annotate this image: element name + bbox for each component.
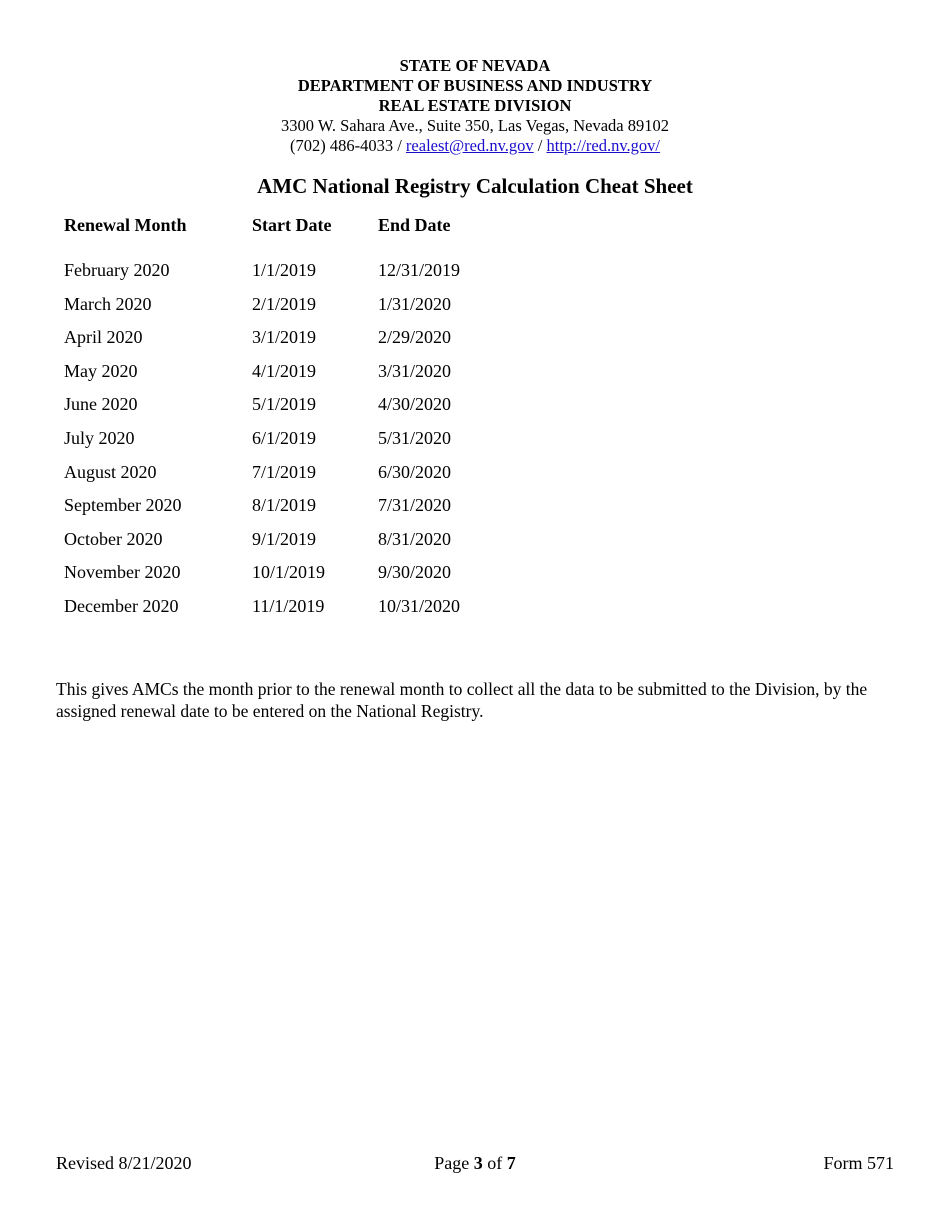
page-total: 7 xyxy=(506,1153,516,1173)
page-current: 3 xyxy=(473,1153,483,1173)
revision-date: Revised 8/21/2020 xyxy=(56,1153,192,1173)
column-header-renewal-month: Renewal Month xyxy=(64,215,187,235)
renewal-month-cell: October 2020 xyxy=(64,528,163,549)
renewal-month-cell: April 2020 xyxy=(64,327,143,348)
page-title: AMC National Registry Calculation Cheat Sheet xyxy=(257,174,693,198)
phone-number: (702) 486-4033 xyxy=(289,136,394,155)
page-of-word: of xyxy=(487,1153,503,1173)
renewal-month-cell: May 2020 xyxy=(64,360,138,381)
letterhead xyxy=(0,56,950,156)
renewal-month-cell: June 2020 xyxy=(64,394,138,415)
email-link[interactable]: realest@red.nv.gov xyxy=(405,136,534,155)
contact-separator: / xyxy=(393,136,406,155)
start-date-cell: 11/1/2019 xyxy=(252,595,325,616)
explanatory-note: This gives AMCs the month prior to the renewal month to collect all the data to be submitted to the Division, by the assigned renewal date to be entered on the National Registry. xyxy=(56,679,868,721)
contact-separator: / xyxy=(533,136,547,155)
renewal-month-cell: February 2020 xyxy=(64,260,170,280)
start-date-cell: 10/1/2019 xyxy=(252,562,326,583)
page-word: Page xyxy=(434,1153,470,1173)
start-date-cell: 5/1/2019 xyxy=(252,394,317,415)
end-date-cell: 1/31/2020 xyxy=(378,293,452,314)
start-date-cell: 2/1/2019 xyxy=(252,293,317,314)
end-date-cell: 7/31/2020 xyxy=(378,495,452,516)
start-date-cell: 9/1/2019 xyxy=(252,528,317,549)
start-date-cell: 4/1/2019 xyxy=(252,360,317,381)
state-name: STATE OF NEVADA xyxy=(399,56,551,75)
renewal-month-cell: September 2020 xyxy=(64,495,182,516)
column-header-start-date: Start Date xyxy=(252,215,332,235)
start-date-cell: 1/1/2019 xyxy=(252,260,317,280)
renewal-month-cell: December 2020 xyxy=(64,595,179,616)
start-date-cell: 3/1/2019 xyxy=(252,327,317,348)
renewal-month-cell: July 2020 xyxy=(64,427,135,448)
start-date-cell: 7/1/2019 xyxy=(252,461,317,482)
end-date-cell: 10/31/2020 xyxy=(378,595,461,616)
end-date-cell: 2/29/2020 xyxy=(378,327,452,348)
end-date-cell: 8/31/2020 xyxy=(378,528,452,549)
end-date-cell: 4/30/2020 xyxy=(378,394,452,415)
renewal-month-cell: March 2020 xyxy=(64,293,152,314)
website-link[interactable]: http://red.nv.gov/ xyxy=(546,136,661,155)
end-date-cell: 3/31/2020 xyxy=(378,360,452,381)
page-number xyxy=(0,1152,950,1174)
start-date-cell: 8/1/2019 xyxy=(252,495,317,516)
end-date-cell: 5/31/2020 xyxy=(378,427,452,448)
renewal-month-cell: November 2020 xyxy=(64,562,181,583)
end-date-cell: 6/30/2020 xyxy=(378,461,452,482)
column-header-end-date: End Date xyxy=(378,215,451,235)
form-number: Form 571 xyxy=(823,1153,894,1173)
end-date-cell: 9/30/2020 xyxy=(378,562,452,583)
division-name: REAL ESTATE DIVISION xyxy=(378,96,572,115)
renewal-month-cell: August 2020 xyxy=(64,461,157,482)
contact-line xyxy=(0,136,950,156)
address: 3300 W. Sahara Ave., Suite 350, Las Vegas, Nevada 89102 xyxy=(281,116,669,135)
end-date-cell: 12/31/2019 xyxy=(378,260,461,280)
department-name: DEPARTMENT OF BUSINESS AND INDUSTRY xyxy=(297,76,653,95)
start-date-cell: 6/1/2019 xyxy=(252,427,317,448)
